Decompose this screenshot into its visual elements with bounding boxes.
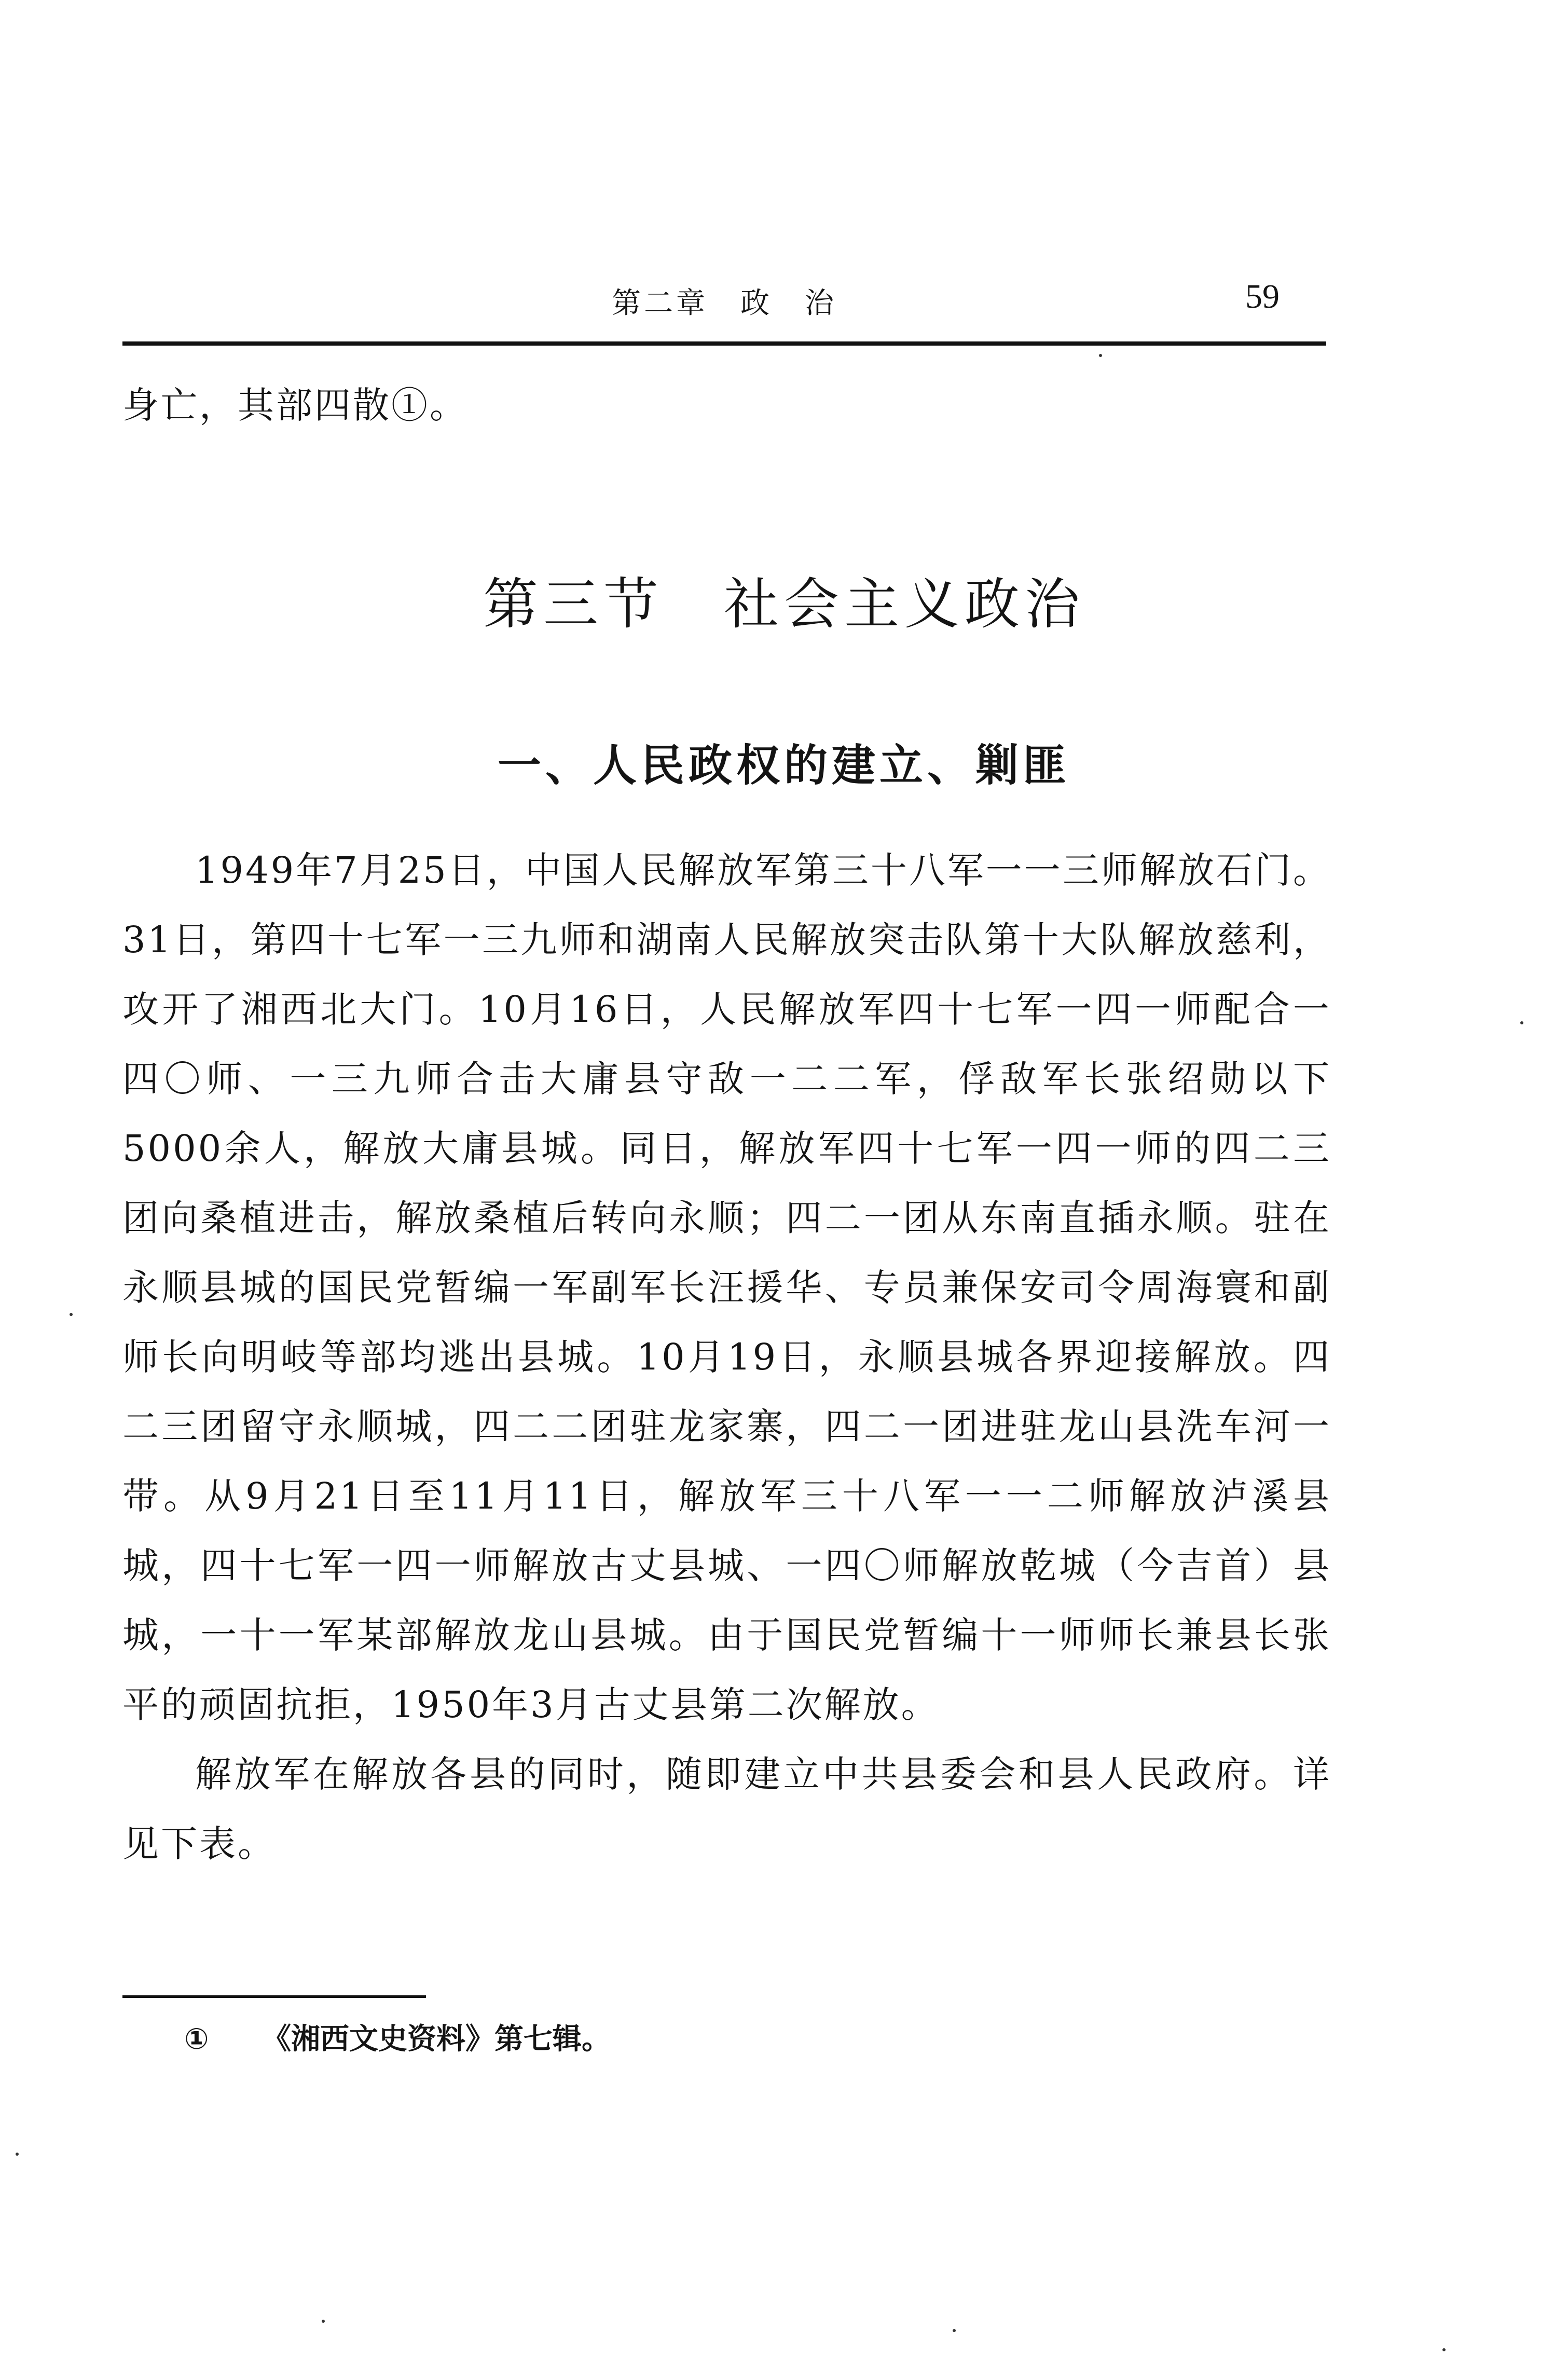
paragraph-2: 解放军在解放各县的同时，随即建立中共县委会和县人民政府。详见下表。: [122, 1753, 1331, 1865]
subsection-title: 一、人民政权的建立、剿匪: [497, 740, 1070, 791]
chapter-title: 第二章 政 治: [612, 286, 837, 320]
scan-speck: [1099, 354, 1102, 357]
scan-speck: [1520, 1021, 1523, 1024]
footnote-rule: [122, 1995, 426, 1998]
section-title: 第三节 社会主义政治: [483, 572, 1085, 636]
scan-speck: [953, 2329, 956, 2332]
scan-speck: [322, 2320, 325, 2323]
footnote: [184, 2016, 611, 2058]
footnote-marker: ①: [184, 2022, 209, 2056]
carryover-text: 身亡，其部四散①。: [122, 384, 468, 427]
page-number: 59: [1245, 278, 1280, 316]
scan-speck: [16, 2153, 19, 2156]
scan-speck: [70, 1313, 73, 1316]
scan-speck: [1442, 2348, 1446, 2351]
paragraph-1: 1949年7月25日，中国人民解放军第三十八军一一三师解放石门。31日，第四十七军一三九师和湖南人民解放突击队第十大队解放慈利，攻开了湘西北大门。10月16日，人民解放军四十七军一四一师配合一四〇师、一三九师合击大庸县守敌一二二军，俘敌军长张绍勋以下5000余人，解放大庸县城。同日，解放军四十七军一四一师的四二三团向桑植进击，解放桑植后转向永顺；四二一团从东南直插永顺。驻在永顺县城的国民党暂编一军副军长汪援华、专员兼保安司令周海寰和副师长向明岐等部均逃出县城。10月19日，永顺县城各界迎接解放。四二三团留守永顺城，四二二团驻龙家寨，四二一团进驻龙山县洗车河一带。从9月21日至11月11日，解放军三十八军一一二师解放泸溪县城，四十七军一四一师解放古丈县城、一四〇师解放乾城（今吉首）县城，一十一军某部解放龙山县城。由于国民党暂编十一师师长兼县长张平的顽固抗拒，1950年3月古丈县第二次解放。: [122, 849, 1331, 1726]
running-header: [122, 270, 1326, 322]
body-text: [122, 835, 1331, 1879]
header-rule: [122, 341, 1326, 346]
footnote-text: 《湘西文史资料》第七辑。: [262, 2022, 611, 2056]
